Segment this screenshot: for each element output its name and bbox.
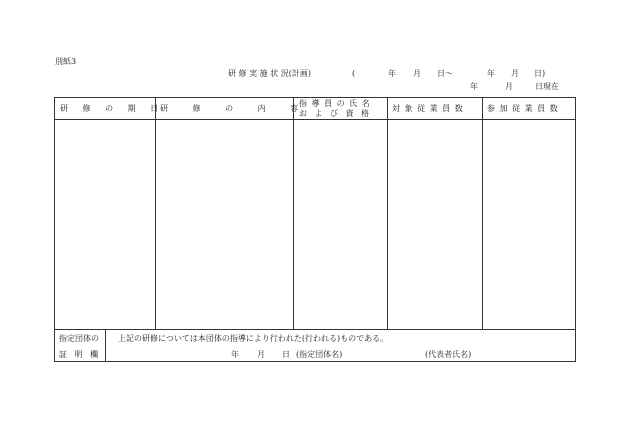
header-participating-employees: 参 加 従 業 員 数 <box>487 104 558 113</box>
header-instructor-name: 指 導 員 の 氏 名 <box>299 99 370 108</box>
certification-year: 年 <box>231 350 239 359</box>
period-year-end: 年 <box>487 69 495 78</box>
certification-label-divider <box>105 329 106 362</box>
form-number: 別紙3 <box>55 57 77 66</box>
period-open-paren: ( <box>352 69 356 78</box>
certification-label-line2: 証 明 欄 <box>59 350 99 359</box>
as-of-label: 日現在 <box>535 82 559 91</box>
training-table <box>54 97 576 362</box>
header-instructor-qualification: お よ び 資 格 <box>299 109 370 118</box>
period-day-start: 日〜 <box>437 69 453 78</box>
col-divider-4 <box>482 97 483 329</box>
period-day-end: 日) <box>534 69 546 78</box>
as-of-year: 年 <box>470 82 478 91</box>
period-month-start: 月 <box>413 69 421 78</box>
header-target-employees: 対 象 従 業 員 数 <box>392 104 463 113</box>
period-year-start: 年 <box>388 69 396 78</box>
certification-day: 日 <box>282 350 290 359</box>
header-training-period: 研 修 の 期 日 <box>60 104 159 113</box>
as-of-month: 月 <box>505 82 513 91</box>
header-training-content: 研 修 の 内 容 <box>160 104 299 113</box>
certification-representative-name: (代表者氏名) <box>425 350 472 359</box>
col-divider-2 <box>293 97 294 329</box>
col-divider-1 <box>155 97 156 329</box>
period-month-end: 月 <box>511 69 519 78</box>
col-divider-3 <box>387 97 388 329</box>
certification-month: 月 <box>257 350 265 359</box>
header-row-border <box>54 119 576 120</box>
certification-org-name: (指定団体名) <box>296 350 343 359</box>
certification-statement: 上記の研修については本団体の指導により行われた(行われる)ものである。 <box>118 334 389 343</box>
certification-row-border <box>54 329 576 330</box>
form-title: 研 修 実 施 状 況(計画) <box>228 69 311 78</box>
certification-label-line1: 指定団体の <box>59 334 99 343</box>
